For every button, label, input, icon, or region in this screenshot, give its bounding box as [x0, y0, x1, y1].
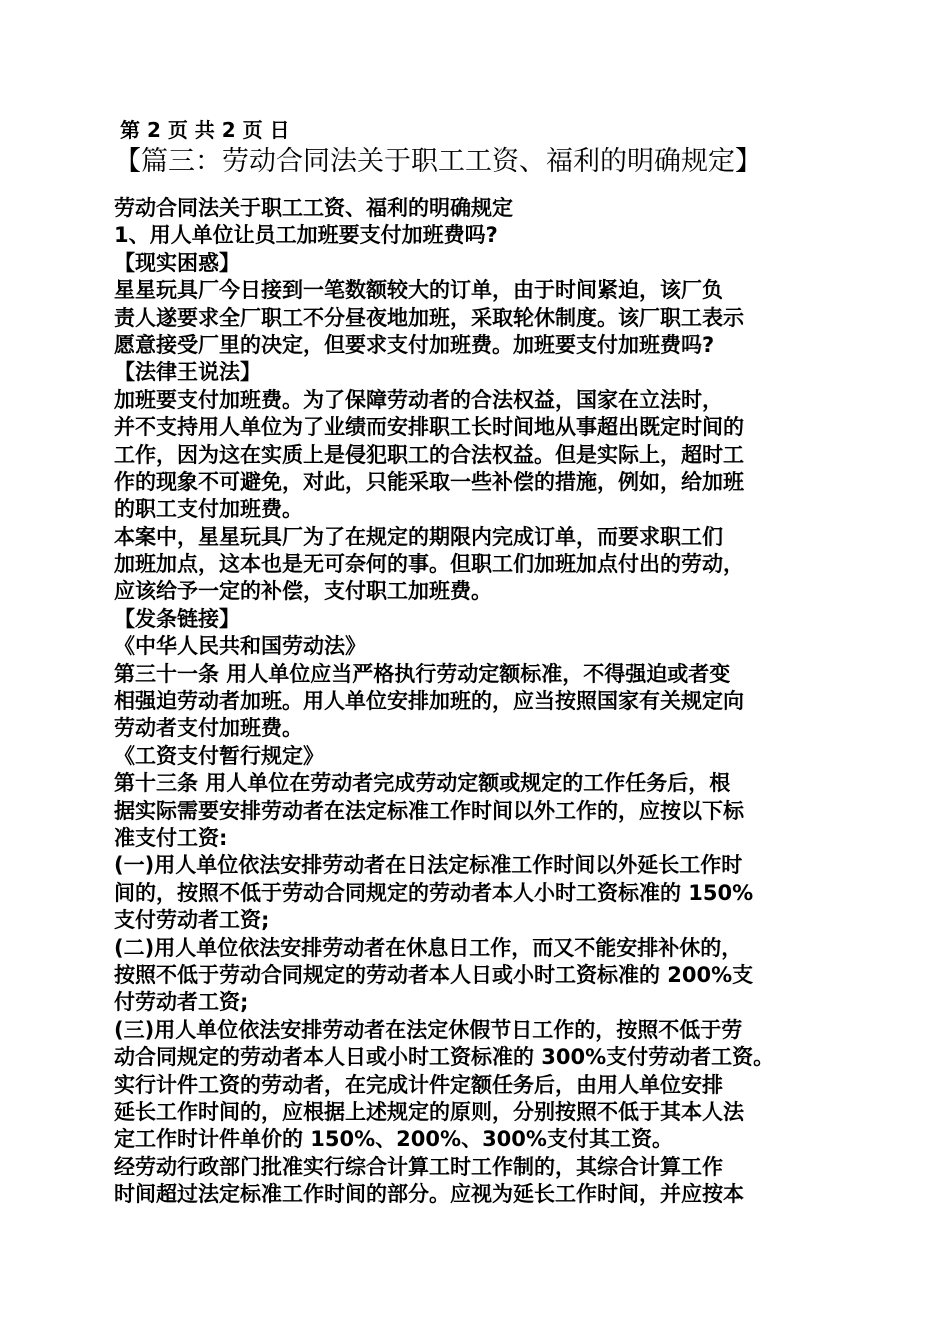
text-line: 准支付工资: — [114, 825, 228, 850]
text-line: 责人遂要求全厂职工不分昼夜地加班，采取轮休制度。该厂职工表示 — [114, 305, 744, 330]
text-line: 加班要支付加班费。为了保障劳动者的合法权益，国家在立法时， — [114, 387, 723, 412]
text-line: 经劳动行政部门批准实行综合计算工时工作制的，其综合计算工作 — [114, 1154, 723, 1179]
text-line: 按照不低于劳动合同规定的劳动者本人日或小时工资标准的 200%支 — [114, 962, 754, 987]
text-line: 时间超过法定标准工作时间的部分。应视为延长工作时间，并应按本 — [114, 1182, 744, 1207]
text-line: 《中华人民共和国劳动法》 — [114, 634, 366, 659]
document-body — [114, 195, 844, 1208]
text-line: 定工作时计件单价的 150%、200%、300%支付其工资。 — [114, 1127, 673, 1152]
text-line: 【法律王说法】 — [114, 360, 261, 385]
text-line: 劳动合同法关于职工工资、福利的明确规定 — [114, 196, 513, 220]
text-line: 相强迫劳动者加班。用人单位安排加班的，应当按照国家有关规定向 — [114, 689, 744, 714]
section-title: 【篇三：劳动合同法关于职工工资、福利的明确规定】 — [114, 146, 762, 177]
text-line: 并不支持用人单位为了业绩而安排职工长时间地从事超出既定时间的 — [114, 415, 744, 440]
text-line: 延长工作时间的，应根据上述规定的原则，分别按照不低于其本人法 — [114, 1099, 744, 1124]
text-line: 【发条链接】 — [114, 606, 240, 631]
text-line: 本案中，星星玩具厂为了在规定的期限内完成订单，而要求职工们 — [114, 524, 723, 549]
text-line: (一)用人单位依法安排劳动者在日法定标准工作时间以外延长工作时 — [114, 853, 743, 878]
text-line: (三)用人单位依法安排劳动者在法定休假节日工作的，按照不低于劳 — [114, 1017, 743, 1042]
text-line: 动合同规定的劳动者本人日或小时工资标准的 300%支付劳动者工资。 — [114, 1045, 775, 1070]
text-line: 第三十一条 用人单位应当严格执行劳动定额标准，不得强迫或者变 — [114, 661, 731, 686]
text-line: 加班加点，这本也是无可奈何的事。但职工们加班加点付出的劳动， — [114, 552, 744, 577]
text-line: 1、用人单位让员工加班要支付加班费吗? — [114, 223, 498, 248]
text-line: 付劳动者工资; — [114, 990, 249, 1015]
text-line: 《工资支付暂行规定》 — [114, 743, 324, 768]
text-line: 应该给予一定的补偿，支付职工加班费。 — [114, 579, 492, 604]
text-line: 星星玩具厂今日接到一笔数额较大的订单，由于时间紧迫，该厂负 — [114, 278, 723, 303]
page-number-header: 第 2 页 共 2 页 日 — [120, 118, 290, 142]
text-line: 工作，因为这在实质上是侵犯职工的合法权益。但是实际上，超时工 — [114, 442, 744, 467]
text-line: 作的现象不可避免，对此，只能采取一些补偿的措施，例如，给加班 — [114, 469, 744, 494]
text-line: 支付劳动者工资; — [114, 908, 270, 933]
text-line: 第十三条 用人单位在劳动者完成劳动定额或规定的工作任务后，根 — [114, 771, 731, 796]
text-line: (二)用人单位依法安排劳动者在休息日工作，而又不能安排补休的， — [114, 935, 743, 960]
text-line: 【现实困惑】 — [114, 250, 240, 275]
text-line: 间的，按照不低于劳动合同规定的劳动者本人小时工资标准的 150% — [114, 880, 754, 905]
text-line: 实行计件工资的劳动者，在完成计件定额任务后，由用人单位安排 — [114, 1072, 723, 1097]
text-line: 据实际需要安排劳动者在法定标准工作时间以外工作的，应按以下标 — [114, 798, 744, 823]
text-line: 的职工支付加班费。 — [114, 497, 303, 522]
text-line: 劳动者支付加班费。 — [114, 716, 303, 741]
text-line: 愿意接受厂里的决定，但要求支付加班费。加班要支付加班费吗? — [114, 332, 715, 357]
